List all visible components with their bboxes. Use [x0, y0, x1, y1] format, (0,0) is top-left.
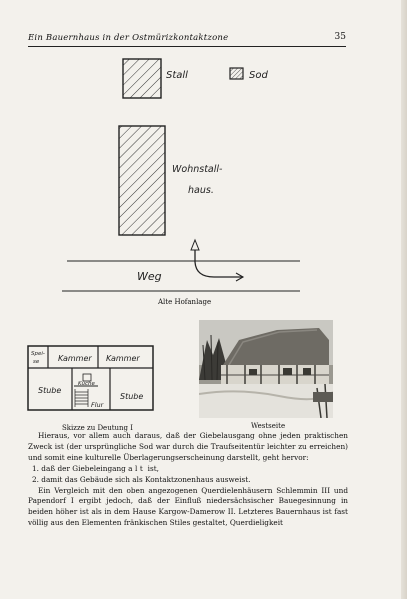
- farmhouse-photo: [199, 320, 333, 418]
- floor-plan-caption: Skizze zu Deutung I: [62, 424, 134, 432]
- wohnstallhaus-label-2: haus.: [188, 185, 214, 196]
- page-number: 35: [334, 32, 346, 42]
- photo-caption: Westseite: [251, 422, 286, 430]
- paragraph-2: Ein Vergleich mit den oben angezogenen Querdielenhäusern Schlemmin III und Papendorf I ergibt jedoch, daß der Einfluß niedersächsischer Bauegesinnung in beiden höher ist als in dem Hause Kargow-Damerow II. Letzteres Bauernhaus ist fast völlig aus den Elementen fränkischen Stiles gestaltet, Querdieligkeit: [28, 485, 348, 528]
- farmhouse-photo-image: [199, 320, 333, 418]
- paragraph-1: Hieraus, vor allem auch daraus, daß der Giebelausgang ohne jeden praktischen Zweck ist (der ursprüngliche Sod war durch die Traufseitentür leichter zu erreichen) und somit eine kulturelle Überlagerungserscheinung darstellt, geht hervor:: [28, 431, 348, 462]
- body-text: [28, 431, 348, 529]
- kammer-label-2: Kammer: [106, 354, 140, 363]
- sod-label: Sod: [249, 70, 268, 81]
- speise-label-2: se: [33, 359, 40, 365]
- stube-label-right: Stube: [120, 392, 144, 401]
- list-item-1-emphasis: alt: [128, 463, 146, 473]
- stube-label-left: Stube: [38, 386, 62, 395]
- wohnstallhaus-label-1: Wohnstall-: [172, 164, 223, 175]
- flur-label: Flur: [91, 401, 104, 409]
- kueche-label: Küche: [78, 381, 95, 387]
- stall-label: Stall: [166, 70, 188, 81]
- list-item-1-prefix: 1. daß der Giebeleingang: [32, 463, 126, 473]
- kammer-label-1: Kammer: [58, 354, 92, 363]
- site-plan-caption: Alte Hofanlage: [158, 298, 212, 306]
- road-label: Weg: [137, 270, 162, 283]
- list-item-2: 2. damit das Gebäude sich als Kontaktzonenhaus ausweist.: [32, 474, 251, 484]
- header-title: Ein Bauernhaus in der Ostmürizkontaktzone: [28, 33, 229, 43]
- speise-label-1: Spei-: [31, 351, 45, 357]
- list-item-1-suffix: ist,: [147, 463, 159, 473]
- list-item-1: [28, 464, 348, 475]
